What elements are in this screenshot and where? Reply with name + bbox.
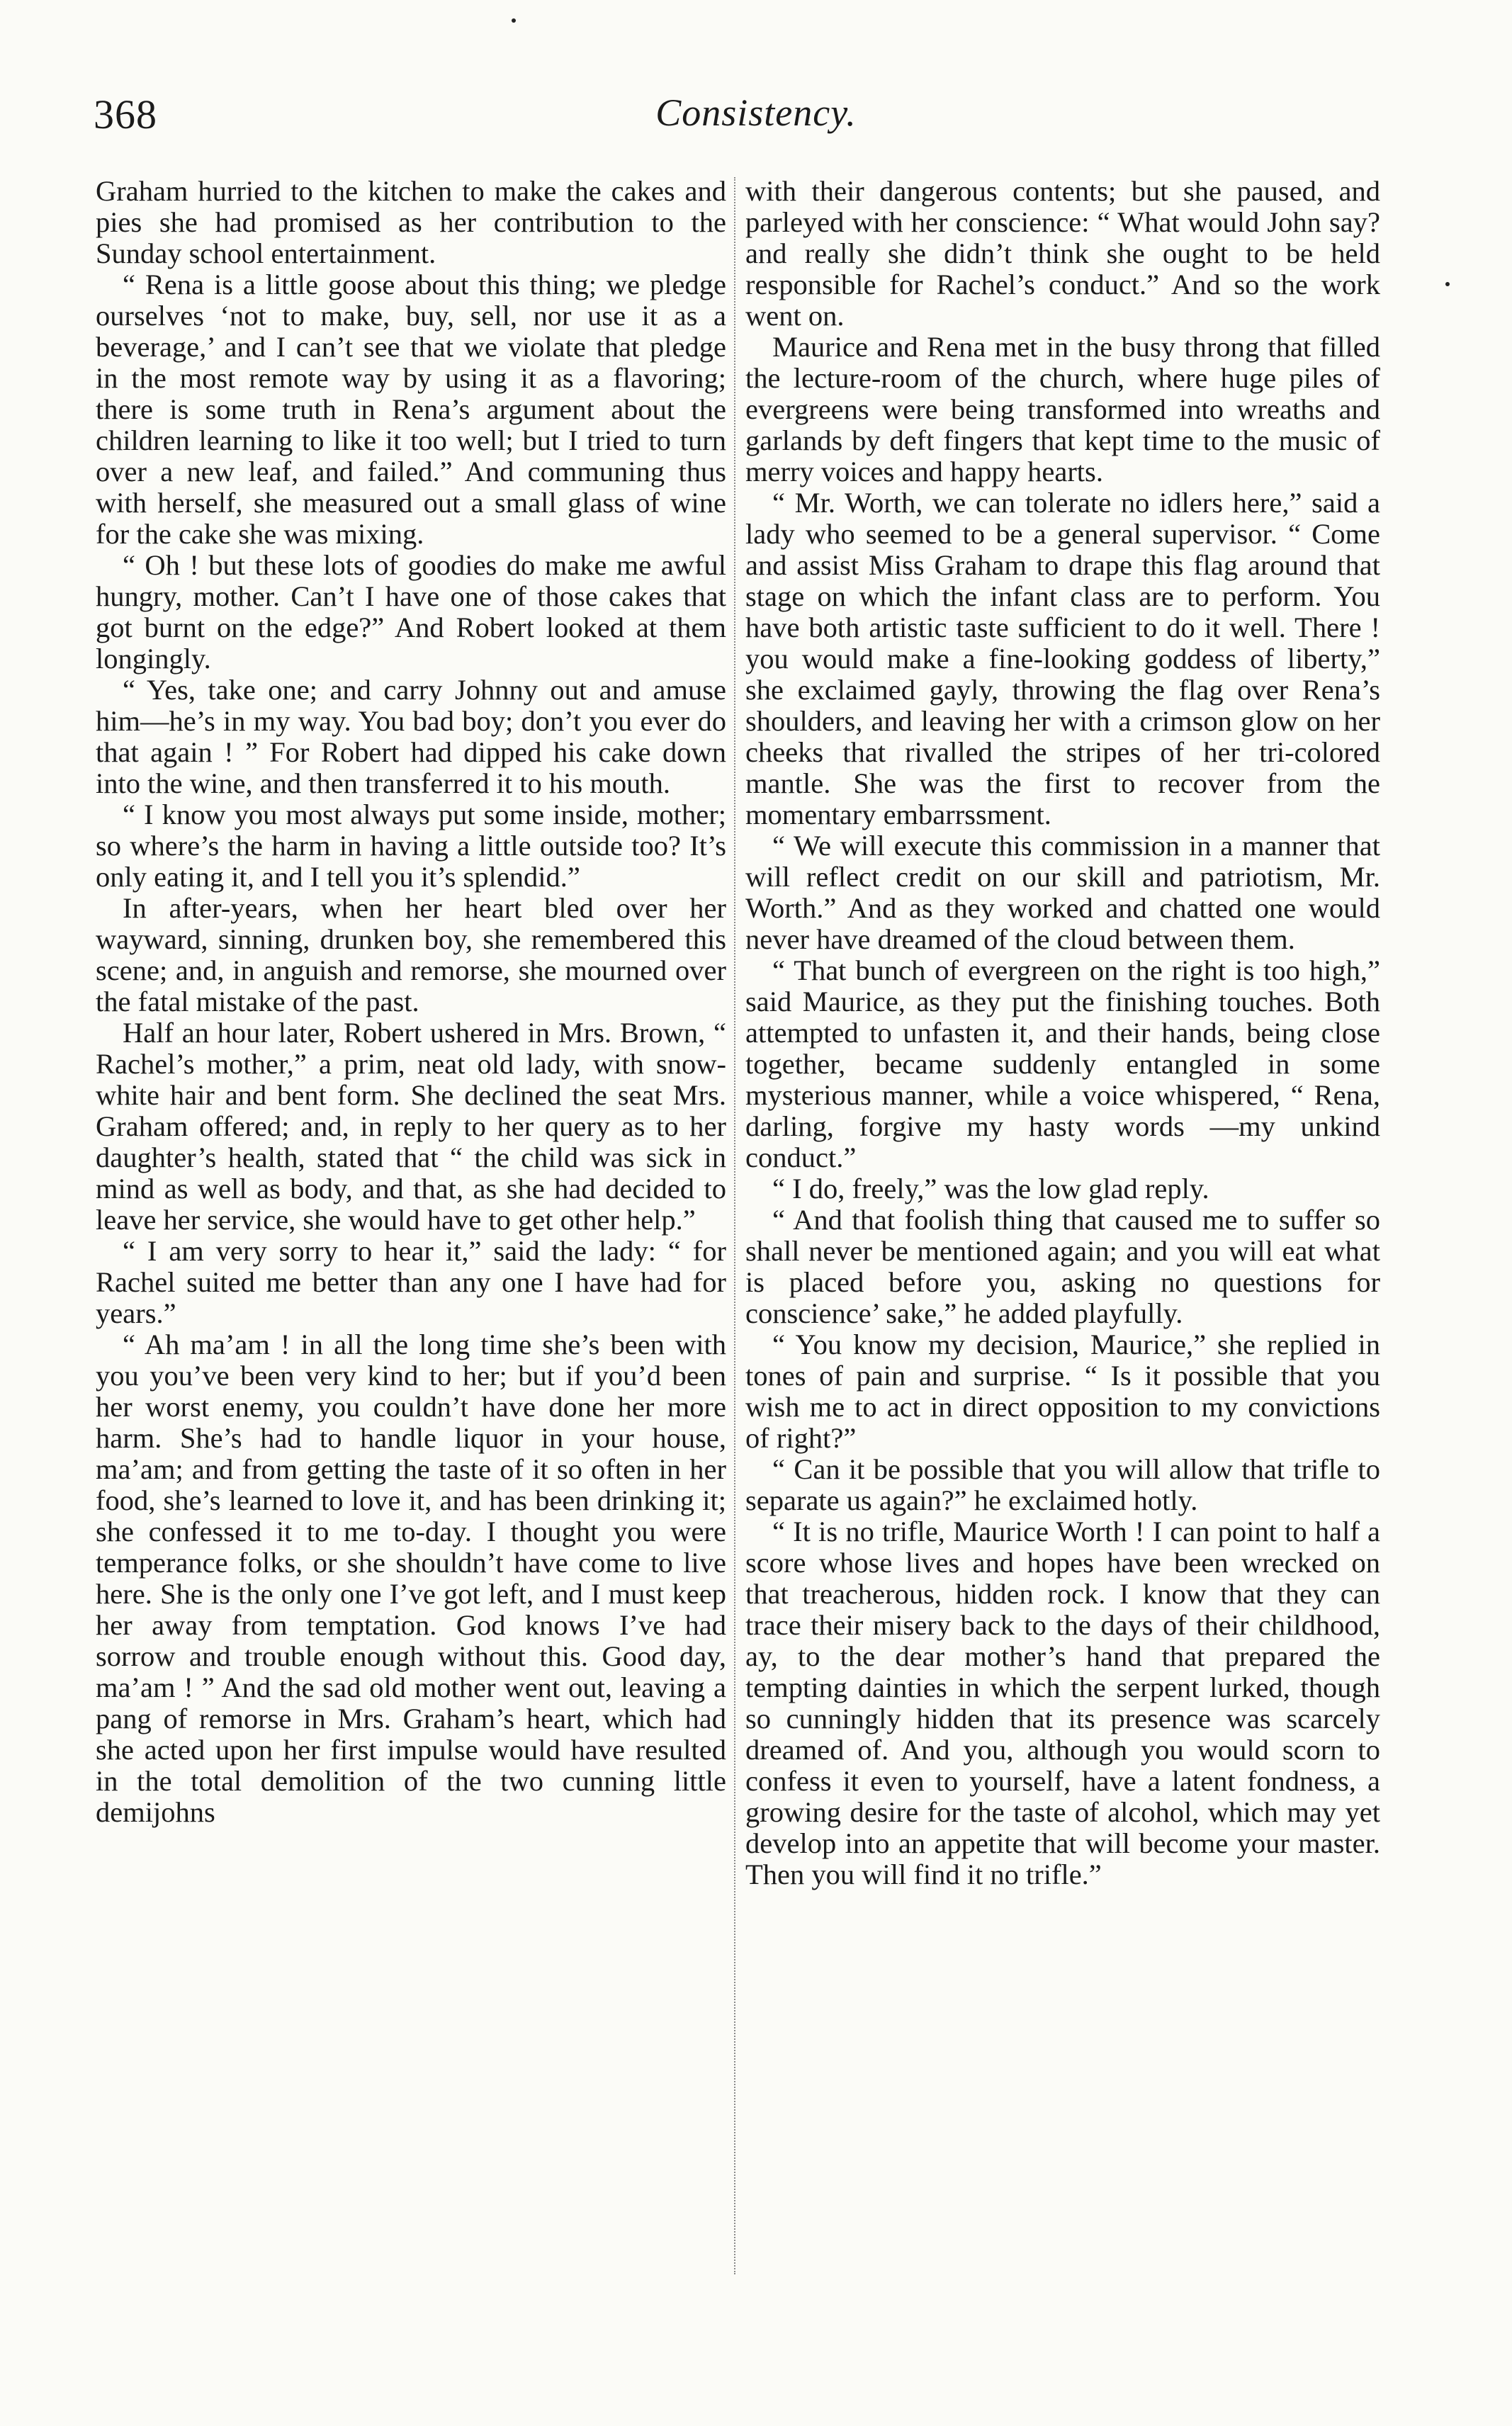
- paragraph: “ I am very sorry to hear it,” said the lady: “ for Rachel suited me better than any one I have had for years.”: [96, 1235, 726, 1329]
- left-column: [96, 176, 726, 1828]
- paragraph: “ Rena is a little goose about this thing; we pledge ourselves ‘not to make, buy, sell, nor use it as a beverage,’ and I can’t see that we violate that pledge in the most remote way by using it as a flavoring; there is some truth in Rena’s argument about the children learning to like it too well; but I tried to turn over a new leaf, and failed.” And communing thus with herself, she measured out a small glass of wine for the cake she was mixing.: [96, 269, 726, 550]
- page-number: 368: [94, 91, 157, 137]
- paragraph: “ Yes, take one; and carry Johnny out and amuse him—he’s in my way. You bad boy; don’t you ever do that again ! ” For Robert had dipped his cake down into the wine, and then transferred it to his mouth.: [96, 674, 726, 799]
- right-column: [745, 176, 1380, 1890]
- column-divider: [734, 177, 735, 2274]
- paragraph: “ It is no trifle, Maurice Worth ! I can point to half a score whose lives and hopes have been wrecked on that treacherous, hidden rock. I know that they can trace their misery back to the days of their childhood, ay, to the dear mother’s hand that prepared the tempting dainties in which the serpent lurked, though so cunningly hidden that its presence was scarcely dreamed of. And you, although you would scorn to confess it even to yourself, have a latent fondness, a growing desire for the taste of alcohol, which may yet develop into an appetite that will become your master. Then you will find it no trifle.”: [745, 1516, 1380, 1890]
- paragraph: “ Can it be possible that you will allow that trifle to separate us again?” he exclaimed hotly.: [745, 1453, 1380, 1516]
- paragraph: In after-years, when her heart bled over her wayward, sinning, drunken boy, she remembered this scene; and, in anguish and remorse, she mourned over the fatal mistake of the past.: [96, 892, 726, 1017]
- paragraph: “ Oh ! but these lots of goodies do make me awful hungry, mother. Can’t I have one of those cakes that got burnt on the edge?” And Robert looked at them longingly.: [96, 549, 726, 675]
- paragraph: with their dangerous contents; but she paused, and parleyed with her conscience: “ What would John say? and really she didn’t think she ought to be held responsible for Rachel’s conduct.” And so the work went on.: [745, 175, 1380, 332]
- paragraph: “ That bunch of evergreen on the right is too high,” said Maurice, as they put the finishing touches. Both attempted to unfasten it, and their hands, being close together, became suddenly entangled in some mysterious manner, while a voice whispered, “ Rena, darling, forgive my hasty words —my unkind conduct.”: [745, 954, 1380, 1173]
- paragraph: Half an hour later, Robert ushered in Mrs. Brown, “ Rachel’s mother,” a prim, neat old lady, with snow-white hair and bent form. She declined the seat Mrs. Graham offered; and, in reply to her query as to her daughter’s health, stated that “ the child was sick in mind as well as body, and that, as she had decided to leave her service, she would have to get other help.”: [96, 1017, 726, 1236]
- paragraph: “ I know you most always put some inside, mother; so where’s the harm in having a little outside too? It’s only eating it, and I tell you it’s splendid.”: [96, 799, 726, 893]
- ink-speck: [512, 18, 516, 23]
- paragraph: “ You know my decision, Maurice,” she replied in tones of pain and surprise. “ Is it possible that you wish me to act in direct opposition to my convictions of right?”: [745, 1328, 1380, 1454]
- paragraph: “ Mr. Worth, we can tolerate no idlers here,” said a lady who seemed to be a general supervisor. “ Come and assist Miss Graham to drape this flag around that stage on which the infant class are to perform. You have both artistic taste sufficient to do it well. There ! you would make a fine-looking goddess of liberty,” she exclaimed gayly, throwing the flag over Rena’s shoulders, and leaving her with a crimson glow on her cheeks that rivalled the stripes of her tri-colored mantle. She was the first to recover from the momentary embarrssment.: [745, 487, 1380, 830]
- paragraph: Maurice and Rena met in the busy throng that filled the lecture-room of the church, where huge piles of evergreens were being transformed into wreaths and garlands by deft fingers that kept time to the music of merry voices and happy hearts.: [745, 331, 1380, 487]
- paragraph: “ And that foolish thing that caused me to suffer so shall never be mentioned again; and you will eat what is placed before you, asking no questions for conscience’ sake,” he added playfully.: [745, 1204, 1380, 1329]
- paragraph: Graham hurried to the kitchen to make the cakes and pies she had promised as her contribution to the Sunday school entertainment.: [96, 175, 726, 269]
- ink-speck: [1445, 282, 1450, 286]
- running-title: Consistency.: [655, 91, 857, 134]
- paragraph: “ Ah ma’am ! in all the long time she’s been with you you’ve been very kind to her; but if you’d been her worst enemy, you couldn’t have done her more harm. She’s had to handle liquor in your house, ma’am; and from getting the taste of it so often in her food, she’s learned to love it, and has been drinking it; she confessed it to me to-day. I thought you were temperance folks, or she shouldn’t have come to live here. She is the only one I’ve got left, and I must keep her away from temptation. God knows I’ve had sorrow and trouble enough without this. Good day, ma’am ! ” And the sad old mother went out, leaving a pang of remorse in Mrs. Graham’s heart, which had she acted upon her first impulse would have resulted in the total demolition of the two cunning little demijohns: [96, 1328, 726, 1828]
- paragraph: “ I do, freely,” was the low glad reply.: [772, 1173, 1209, 1204]
- paragraph: “ We will execute this commission in a manner that will reflect credit on our skill and patriotism, Mr. Worth.” And as they worked and chatted one would never have dreamed of the cloud between them.: [745, 830, 1380, 955]
